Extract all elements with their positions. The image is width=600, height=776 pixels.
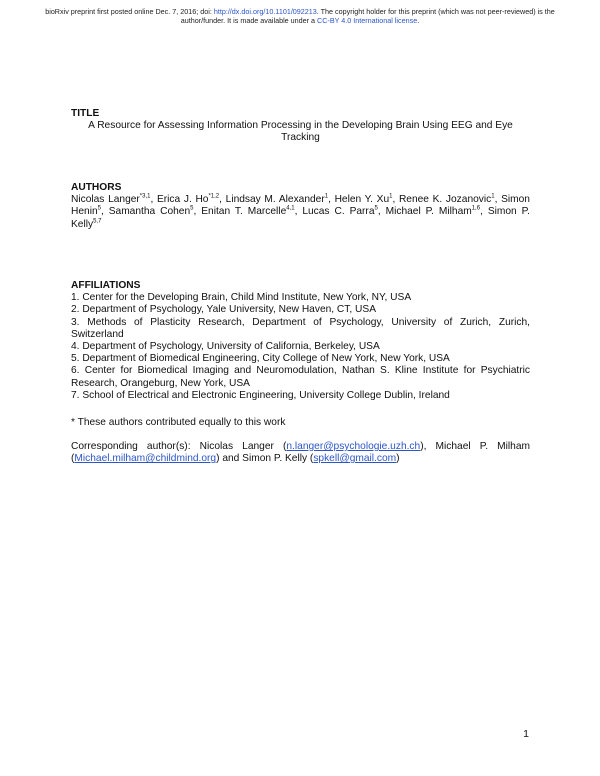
paper-title: A Resource for Assessing Information Processing in the Developing Brain Using EEG and Eye Tracking: [88, 120, 513, 144]
affiliation-1: 1. Center for the Developing Brain, Child Mind Institute, New York, NY, USA: [71, 292, 412, 304]
author-affiliation-marker: 1: [491, 193, 495, 200]
author-name: Erica J. Ho: [156, 194, 209, 206]
doi-link[interactable]: http://dx.doi.org/10.1101/092213: [213, 7, 317, 16]
preprint-notice: [40, 7, 560, 25]
equal-contribution-note: [71, 417, 530, 429]
author-name: Nicolas Langer: [71, 194, 140, 206]
corr-prefix: Corresponding author(s): Nicolas Langer (: [71, 441, 287, 452]
author-affiliation-marker: 5: [374, 206, 378, 213]
author-list: Nicolas Langer$^{*3,1}$, Erica J. Ho$^{*1,2}$, Lindsay M. Alexander$^1$, Helen Y. Xu$^1$, Renee K. Jozanovic$^1$, Simon Henin$^5$, Samantha Cohen$^5$, Enitan T. Marcelle$^{4,1}$, Lucas C. Parra$^5$, Michael P. Milham$^{1,6}$, Simon P. Kelly$^{5,7}$: [71, 193, 530, 230]
affiliation-5: 5. Department of Biomedical Engineering, City College of New York, New York, USA: [71, 353, 450, 365]
author-name: Simon Henin: [71, 194, 530, 218]
affiliation-6: 6. Center for Biomedical Imaging and Neuromodulation, Nathan S. Kline Institute for Psychiatric Research, Orangeburg, New York, USA: [71, 365, 530, 389]
page-number: 1: [523, 728, 529, 740]
author-name: Lindsay M. Alexander: [225, 194, 325, 206]
author-name: Helen Y. Xu: [334, 194, 390, 206]
title-heading: TITLE: [71, 108, 100, 119]
affiliation-2: 2. Department of Psychology, Yale University, New Haven, CT, USA: [71, 304, 376, 316]
authors-section: [71, 182, 530, 231]
corr-mid1: ), Michael P. Milham (: [71, 441, 530, 465]
author-name: Simon P. Kelly: [71, 206, 530, 230]
author-affiliation-marker: 1: [389, 193, 393, 200]
email-kelly-link[interactable]: spkell@gmail.com: [313, 453, 397, 465]
author-affiliation-marker: *3,1: [139, 193, 151, 200]
affiliations-heading: AFFILIATIONS: [71, 280, 141, 291]
affiliation-3: 3. Methods of Plasticity Research, Department of Psychology, University of Zurich, Zurich, Switzerland: [71, 316, 530, 340]
author-name: Renee K. Jozanovic: [398, 194, 492, 206]
authors-heading: AUTHORS: [71, 182, 122, 193]
notice-middle: . The copyright holder for this preprint (which was not peer-reviewed) is the author/funder. It is made available under a: [180, 7, 555, 25]
email-milham-link[interactable]: Michael.milham@childmind.org: [74, 453, 217, 465]
author-affiliation-marker: 1,6: [471, 206, 481, 213]
author-name: Samantha Cohen: [108, 206, 191, 218]
email-langer-link[interactable]: n.langer@psychologie.uzh.ch: [286, 441, 421, 452]
author-name: Michael P. Milham: [385, 206, 472, 218]
affiliation-4: 4. Department of Psychology, University of California, Berkeley, USA: [71, 341, 380, 353]
equal-contribution-text: * These authors contributed equally to this work: [71, 417, 286, 428]
corr-mid2: ) and Simon P. Kelly (: [216, 453, 314, 465]
author-affiliation-marker: 4,1: [286, 206, 295, 213]
notice-prefix: bioRxiv preprint first posted online Dec. 7, 2016; doi:: [45, 7, 214, 16]
corresponding-authors: [71, 441, 530, 465]
author-affiliation-marker: 5: [97, 206, 101, 213]
affiliation-7: 7. School of Electrical and Electronic Engineering, University College Dublin, Ireland: [71, 389, 450, 401]
author-affiliation-marker: 1: [324, 193, 329, 200]
notice-suffix: .: [417, 16, 420, 25]
author-name: Enitan T. Marcelle: [201, 206, 287, 218]
author-affiliation-marker: *1,2: [208, 193, 220, 200]
author-name: Lucas C. Parra: [302, 206, 375, 218]
author-affiliation-marker: 5: [190, 206, 194, 213]
title-section: [71, 108, 530, 145]
license-link[interactable]: CC-BY 4.0 International license: [317, 16, 418, 25]
author-affiliation-marker: 5,7: [93, 218, 102, 225]
affiliations-section: [71, 280, 530, 402]
corr-suffix: ): [396, 453, 400, 465]
